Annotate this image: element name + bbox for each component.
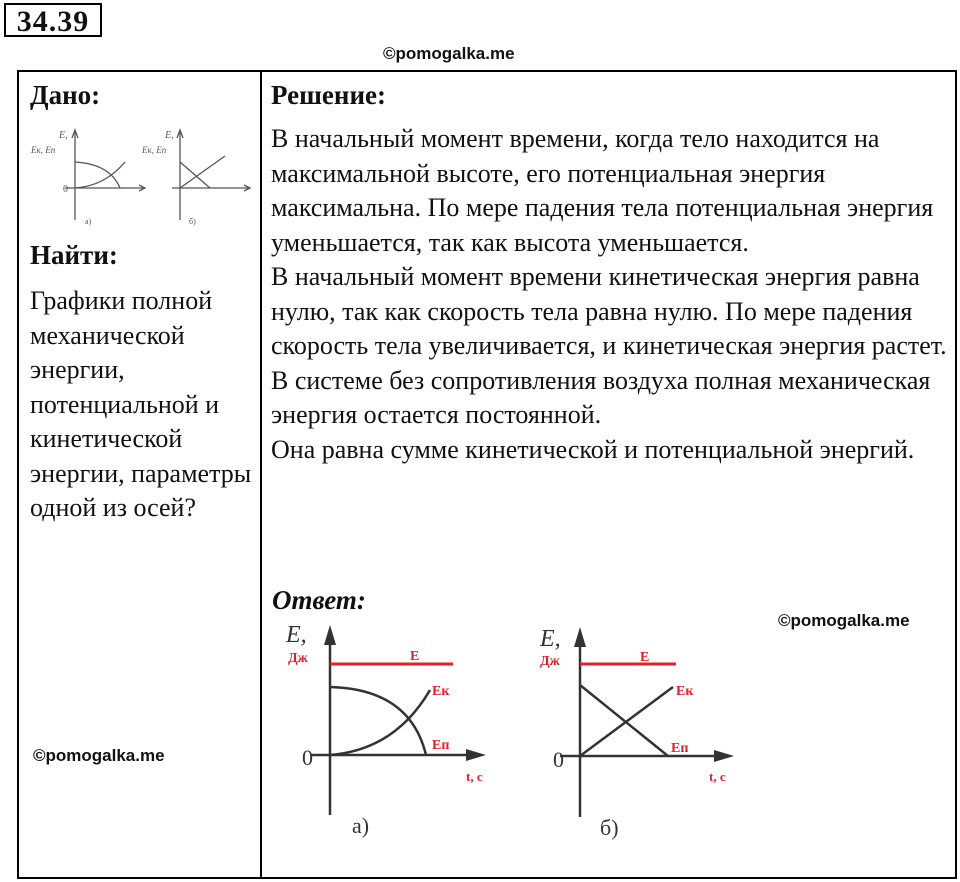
thumb-a-caption: а) [85, 217, 92, 226]
thumb-a-axis-sub: Eк, Eп [31, 145, 56, 155]
solution-paragraph: В системе без сопротивления воздуха полная механическая энергия остается постоянной. [271, 365, 931, 429]
graph-b-x-arrow [714, 750, 734, 762]
graph-a-axis-y: E, [286, 622, 307, 648]
solution-text [271, 122, 956, 467]
solution-paragraph: В начальный момент времени кинетическая энергия равна нулю, так как скорость тела равна нулю. По мере падения скорость тела увеличивается, и кинетическая энергия растет. [271, 262, 947, 360]
problem-number: 34.39 [4, 3, 102, 37]
watermark-right: ©pomogalka.me [778, 611, 910, 630]
column-divider [260, 72, 262, 877]
graph-a-y-arrow [324, 625, 336, 645]
thumb-b-axis-y: E, [165, 130, 174, 141]
find-label: Найти: [30, 240, 118, 270]
graph-b-kinetic-label: Eк [676, 684, 694, 699]
graph-a-kinetic-curve [330, 690, 430, 755]
graph-a-x-arrow [466, 749, 486, 761]
graph-b-caption: б) [600, 815, 619, 840]
graph-a-total-label: E [410, 649, 420, 664]
graph-b-axis-y: E, [540, 626, 561, 652]
graph-b-y-arrow [574, 627, 586, 647]
answer-graph-a [280, 615, 510, 845]
graph-a-unit: Дж [288, 651, 308, 666]
graph-b-potential-label: Eп [671, 741, 689, 756]
solution-paragraph: В начальный момент времени, когда тело находится на максимальной высоте, его потенциальная энергия максимальна. По мере падения тела потенциальная энергия уменьшается, так как высота уменьшается. [271, 124, 934, 257]
thumb-a-zero: 0 [63, 184, 68, 195]
graph-b-unit: Дж [540, 654, 560, 669]
graph-b-zero: 0 [553, 747, 564, 772]
solution-paragraph: Она равна сумме кинетической и потенциальной энергий. [271, 434, 915, 464]
graph-a-caption: а) [352, 813, 370, 838]
thumb-a-axis-y: E, [59, 130, 68, 141]
solution-label: Решение: [271, 80, 386, 110]
graph-a-kinetic-label: Eк [432, 684, 450, 699]
graph-a-potential-curve [330, 687, 426, 755]
thumb-b-caption: б) [189, 217, 196, 226]
given-thumbnails [25, 122, 255, 232]
graph-b-axis-x: t, c [709, 769, 726, 784]
answer-graph-b [533, 617, 763, 847]
thumbnail-b [172, 130, 250, 220]
watermark-top: ©pomogalka.me [383, 44, 515, 63]
graph-a-axis-x: t, c [466, 769, 483, 784]
find-text: Графики полной механической энергии, потенциальной и кинетической энергии, параметры одной из осей? [30, 286, 252, 522]
answer-label: Ответ: [272, 585, 366, 615]
watermark-left: ©pomogalka.me [33, 746, 165, 765]
graph-a-potential-label: Eп [432, 738, 450, 753]
given-label: Дано: [30, 80, 101, 110]
graph-a-zero: 0 [302, 745, 313, 770]
thumbnail-a [65, 130, 145, 220]
graph-b-total-label: E [640, 650, 650, 665]
thumb-b-axis-sub: Eк, Eп [142, 145, 167, 155]
